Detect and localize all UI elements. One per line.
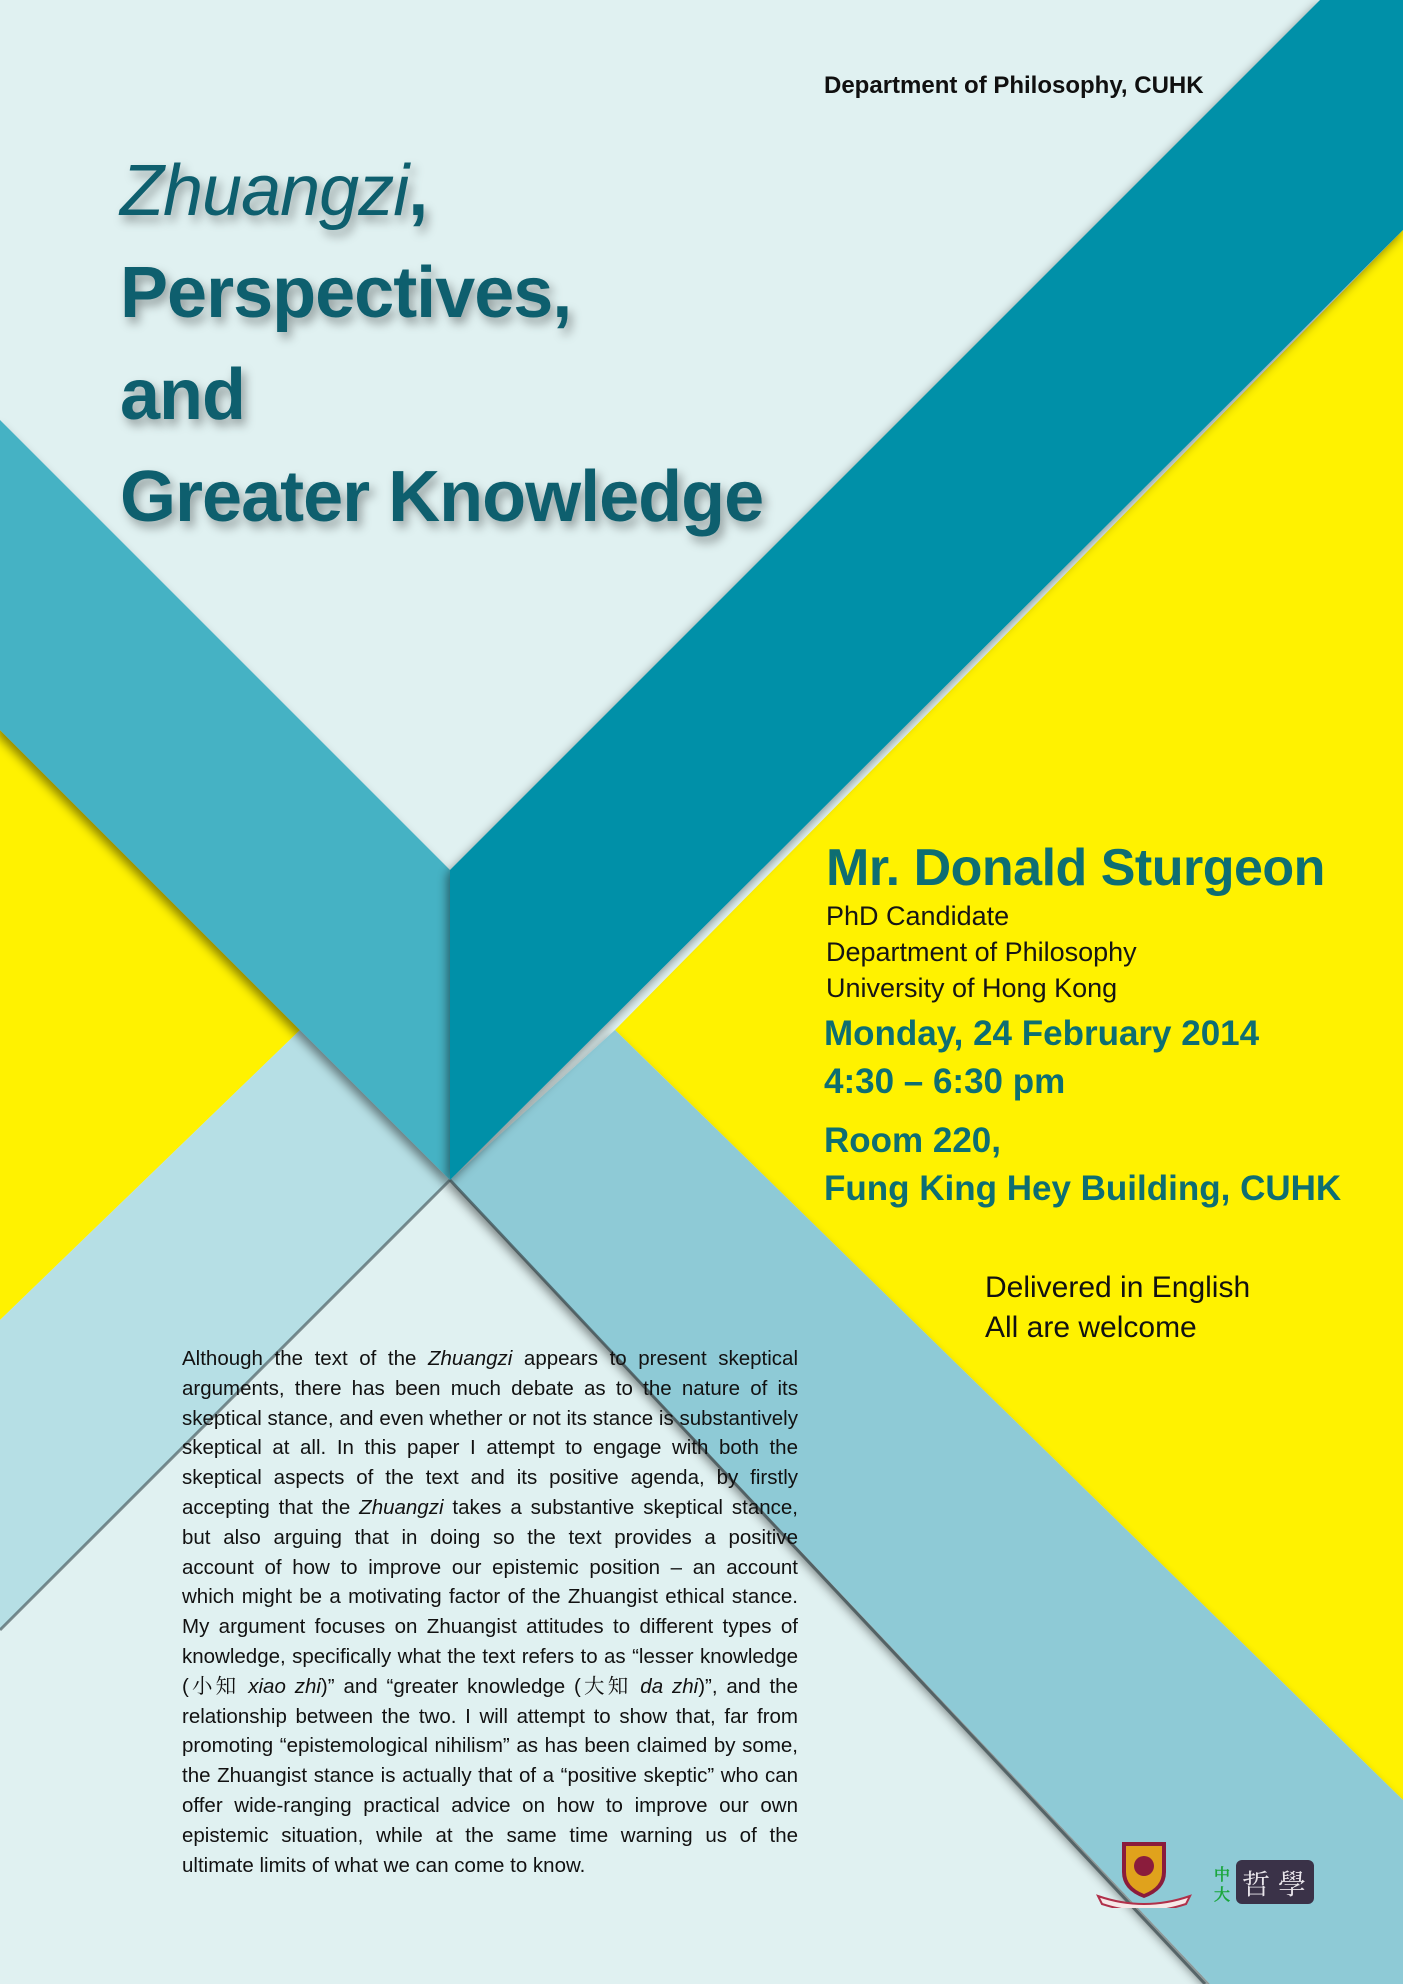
seal-char: 哲 [1242,1868,1271,1901]
language-note: Delivered in English [985,1271,1251,1304]
abstract-italic-term: da zhi [640,1674,699,1698]
abstract-text: takes a substantive skeptical stance, but also arguing that in doing so the text provides a positive account of how to improve our epistemic position – an account which might be a motivating factor of the Zhuangist ethical stance. My argument focuses on Zhuangist attitudes to different types of knowledge, specifically what the text refers to as “lesser knowledge (小知 [182,1495,798,1698]
speaker-name: Mr. Donald Sturgeon [826,839,1325,897]
seal-small-char: 大 [1214,1885,1231,1904]
affiliation-line: Department of Philosophy [826,937,1137,967]
abstract-italic-term: Zhuangzi [428,1347,513,1370]
title-line-4: Greater Knowledge [120,457,764,537]
abstract-italic-term: Zhuangzi [359,1495,444,1519]
speaker-affiliation [826,898,1137,1006]
seal-small-char: 中 [1214,1865,1231,1884]
event-date: Monday, 24 February 2014 [824,1014,1260,1053]
abstract-text: appears to present skeptical arguments, there has been much debate as to the nature of its skeptical stance, and even whether or not its stance is substantively skeptical at all. In this paper I attempt to engage with both the skeptical aspects of the text and its positive agenda, by firstly accepting that the [182,1347,798,1519]
abstract-italic-term: xiao zhi [248,1674,321,1698]
affiliation-line: PhD Candidate [826,901,1010,931]
abstract-text: )” and “greater knowledge (大知 [320,1674,641,1698]
title-line-1 [120,140,763,242]
seal-char: 學 [1278,1868,1307,1901]
event-venue-line-1: Room 220, [824,1121,1001,1160]
title-line-2: Perspectives, [120,253,572,333]
talk-title [120,140,763,548]
title-comma: , [408,151,428,231]
title-italic-word: Zhuangzi [120,151,409,231]
department-header: Department of Philosophy, CUHK [824,72,1204,99]
title-line-3: and [120,355,246,435]
philosophy-seal-icon [1212,1858,1316,1906]
abstract-paragraph [182,1344,798,1880]
event-venue-line-2: Fung King Hey Building, CUHK [824,1169,1342,1208]
welcome-note: All are welcome [985,1311,1197,1344]
affiliation-line: University of Hong Kong [826,973,1118,1003]
abstract-text: )”, and the relationship between the two. I will attempt to show that, far from promoting “epistemological nihilism” as has been claimed by some, the Zhuangist stance is actually that of a “positive skeptic” who can offer wide-ranging practical advice on how to improve our own epistemic situation, while at the same time warning us of the ultimate limits of what we can come to know. [182,1674,798,1877]
abstract-text: Although the text of the [182,1347,428,1370]
cuhk-crest-icon [1094,1838,1194,1908]
event-time: 4:30 – 6:30 pm [824,1062,1066,1101]
event-notes [985,1268,1250,1348]
